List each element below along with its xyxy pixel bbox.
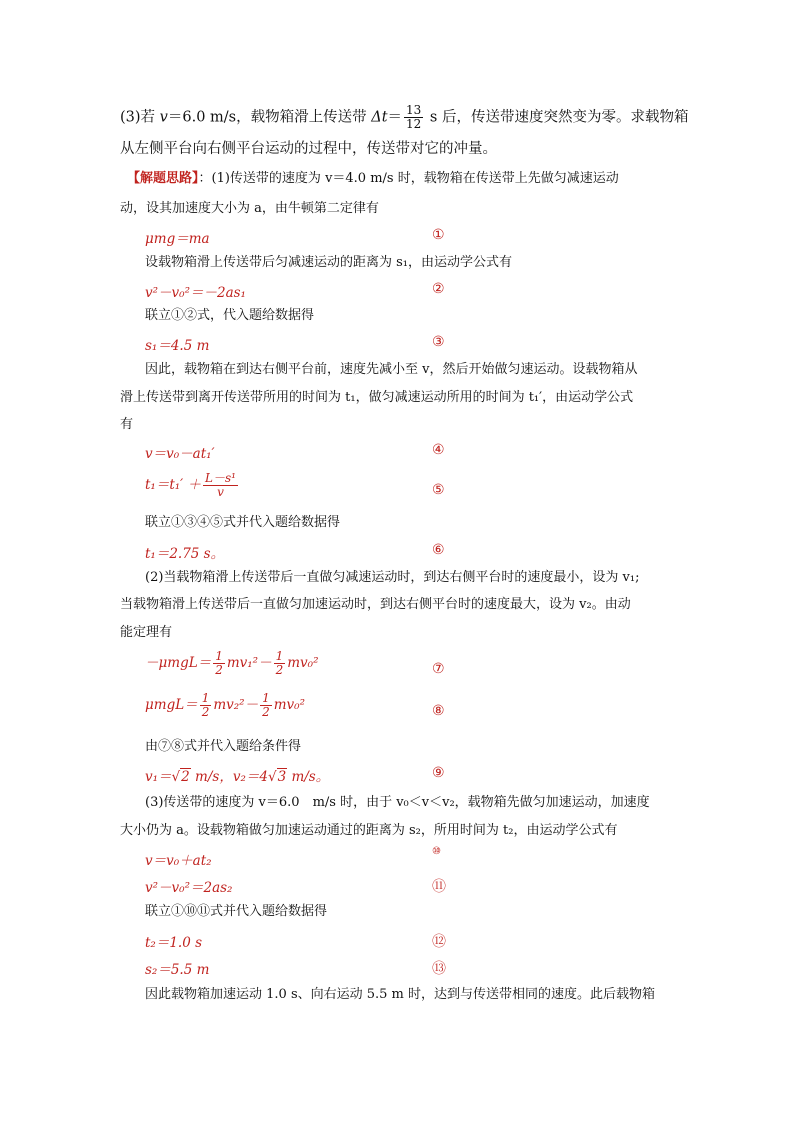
eq7-half-2 (274, 650, 286, 677)
eq8-half-1 (200, 692, 212, 719)
equation-11: v²－v₀²＝2as₂ (145, 880, 233, 896)
eq7-term-1: mv₁²－ (226, 655, 272, 671)
eq8-half-2-den: 2 (262, 705, 270, 719)
solution-text-4b: 滑上传送带到离开传送带所用的时间为 t₁，做匀减速运动所用的时间为 t₁′，由运动学公式 (120, 390, 634, 405)
eq8-term-2: mv₀² (273, 697, 305, 713)
eq5-lhs: t₁＝t₁′ ＋ (145, 477, 202, 493)
solution-para-2b: 当载物箱滑上传送带后一直做匀加速运动时，到达右侧平台时的速度最大，设为 v₂。由动 (120, 597, 631, 612)
solution-para-2c: 能定理有 (120, 625, 173, 640)
question-3-line-2: 从左侧平台向右侧平台运动的过程中，传送带对它的冲量。 (120, 141, 497, 157)
equation-12: t₂＝1.0 s (145, 935, 203, 951)
q3-text: ＝6.0 m/s，载物箱滑上传送带 (167, 109, 372, 126)
eq5-fraction (203, 472, 238, 499)
eq-number-9: ⑨ (432, 765, 445, 781)
sqrt-icon: √ (171, 769, 181, 785)
solution-text-8: 由⑦⑧式并代入题给条件得 (145, 739, 302, 754)
eq7-half-2-den: 2 (275, 663, 284, 677)
solution-p1-text: ：(1)传送带的速度为 v＝4.0 m/s 时，载物箱在传送带上先做匀减速运动 (198, 171, 619, 186)
eq9-radicand-1: 2 (181, 769, 190, 785)
equation-4: v＝v₀－at₁′ (145, 446, 215, 462)
eq-number-12: ⑫ (432, 934, 446, 950)
solution-text-3: 联立①②式，代入题给数据得 (145, 308, 315, 323)
eq9-end: m/s。 (287, 769, 330, 785)
eq-number-6: ⑥ (432, 542, 445, 558)
equation-5 (145, 472, 240, 499)
eq-number-2: ② (432, 281, 445, 297)
solution-text-2: 设载物箱滑上传送带后匀减速运动的距离为 s₁，由运动学公式有 (145, 255, 513, 270)
eq-number-1: ① (432, 227, 445, 243)
eq-number-5: ⑤ (432, 482, 445, 498)
q3-frac-den: 12 (406, 117, 422, 131)
eq7-term-2: mv₀² (287, 655, 319, 671)
eq-number-3: ③ (432, 334, 445, 350)
question-3-line-1 (120, 103, 689, 131)
eq7-half-2-num: 1 (275, 649, 284, 663)
equation-6: t₁＝2.75 s。 (145, 546, 225, 562)
eq7-half-1-num: 1 (215, 649, 223, 663)
solution-last-line: 因此载物箱加速运动 1.0 s、向右运动 5.5 m 时，达到与传送带相同的速度。此后载物箱 (145, 987, 656, 1002)
q3-v: v (159, 109, 168, 126)
q3-frac-num: 13 (406, 103, 422, 117)
eq5-den: v (217, 485, 224, 499)
equation-3: s₁＝4.5 m (145, 338, 210, 354)
eq8-half-1-num: 1 (201, 691, 210, 705)
eq8-half-2-num: 1 (262, 691, 270, 705)
q3-prefix: (3)若 (120, 109, 160, 126)
equation-7 (145, 650, 319, 677)
solution-text-4a: 因此，载物箱在到达右侧平台前，速度先减小至 v，然后开始做匀速运动。设载物箱从 (145, 362, 638, 377)
eq-number-11: ⑪ (432, 879, 446, 895)
equation-2: v²－v₀²＝－2as₁ (145, 285, 246, 301)
eq-number-7: ⑦ (432, 661, 445, 677)
eq-number-13: ⑬ (432, 961, 446, 977)
eq7-half-1 (213, 650, 225, 677)
equation-13: s₂＝5.5 m (145, 962, 210, 978)
eq7-half-1-den: 2 (215, 663, 223, 677)
eq8-lhs: μmgL＝ (145, 697, 198, 713)
solution-text-11: 联立①⑩⑪式并代入题给数据得 (145, 904, 328, 919)
eq-number-4: ④ (432, 442, 445, 458)
q3-fraction (404, 104, 423, 131)
q3-dt: Δt (371, 109, 388, 126)
solution-text-5: 联立①③④⑤式并代入题给数据得 (145, 515, 341, 530)
solution-para-1b: 动，设其加速度大小为 a，由牛顿第二定律有 (120, 201, 379, 216)
eq9-mid: m/s，v₂＝4 (190, 769, 268, 785)
solution-tag: 【解题思路】 (127, 171, 199, 186)
solution-para-2a: (2)当载物箱滑上传送带后一直做匀减速运动时，到达右侧平台时的速度最小，设为 v₁; (145, 570, 640, 585)
equation-1: μmg＝ma (145, 231, 210, 247)
equation-10: v＝v₀＋at₂ (145, 853, 212, 869)
solution-para-3a: (3)传送带的速度为 v＝6.0 m/s 时，由于 v₀＜v＜v₂，载物箱先做匀加速运动，加速度 (145, 795, 650, 810)
eq7-lhs: －μmgL＝ (145, 655, 212, 671)
eq-number-8: ⑧ (432, 703, 445, 719)
sqrt-icon: √ (267, 769, 277, 785)
eq9-radicand-2: 3 (277, 769, 287, 785)
eq8-term-1: mv₂²－ (213, 697, 259, 713)
solution-text-4c: 有 (120, 417, 134, 432)
eq-number-10: ⑩ (432, 846, 441, 857)
q3-eq: ＝ (387, 109, 403, 126)
solution-para-3b: 大小仍为 a。设载物箱做匀加速运动通过的距离为 s₂，所用时间为 t₂，由运动学公式有 (120, 823, 618, 838)
eq8-half-2 (260, 692, 272, 719)
eq5-num: L－s¹ (205, 471, 236, 485)
solution-para-1 (127, 170, 676, 188)
q3-text-end: s 后，传送带速度突然变为零。求载物箱 (425, 109, 689, 126)
equation-9 (145, 765, 329, 785)
eq8-half-1-den: 2 (201, 705, 210, 719)
equation-8 (145, 692, 305, 719)
eq9-lhs: v₁＝ (145, 769, 172, 785)
